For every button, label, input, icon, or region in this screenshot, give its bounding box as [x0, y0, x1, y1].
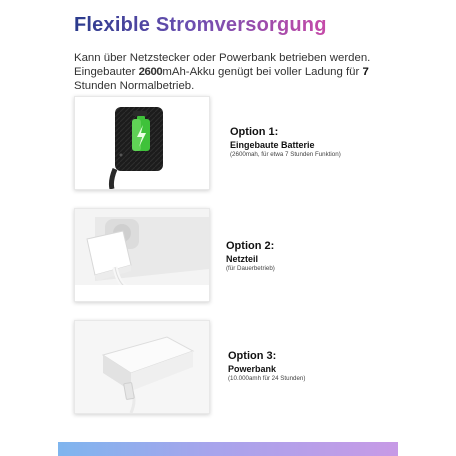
wall-adapter-image — [75, 209, 209, 301]
intro-line-1: Kann über Netzstecker oder Powerbank betrieben werden. — [74, 52, 371, 64]
bottom-gradient-bar — [58, 442, 398, 456]
option-1-title: Option 1: — [230, 126, 279, 138]
intro-text — [74, 51, 404, 93]
option-2-title: Option 2: — [226, 240, 275, 252]
powerbank-image — [75, 321, 209, 413]
device-with-battery-icon — [75, 97, 209, 189]
option-1-image-card — [74, 96, 210, 190]
option-3 — [226, 350, 305, 382]
option-2-image-card — [74, 208, 210, 302]
option-3-title: Option 3: — [228, 350, 277, 362]
option-3-subtitle: Powerbank — [228, 364, 277, 374]
option-1-note: (2600mah, für etwa 7 Stunden Funktion) — [230, 151, 341, 158]
option-2-note: (für Dauerbetrieb) — [226, 265, 275, 272]
option-1-subtitle: Eingebaute Batterie — [230, 140, 315, 150]
intro-line-2-b: mAh-Akku genügt bei voller Ladung für — [162, 66, 363, 78]
runtime-hours: 7 — [362, 66, 369, 78]
option-3-note: (10.000amh für 24 Stunden) — [228, 375, 306, 382]
option-2-subtitle: Netzteil — [226, 254, 259, 264]
intro-line-2 — [74, 65, 404, 79]
option-1 — [226, 126, 341, 158]
page-title: Flexible Stromversorgung — [74, 14, 327, 36]
option-2 — [226, 240, 275, 272]
intro-line-3: Stunden Normalbetrieb. — [74, 80, 195, 92]
option-3-image-card — [74, 320, 210, 414]
battery-capacity: 2600 — [138, 66, 163, 78]
intro-line-2-a: Eingebauter — [74, 66, 139, 78]
